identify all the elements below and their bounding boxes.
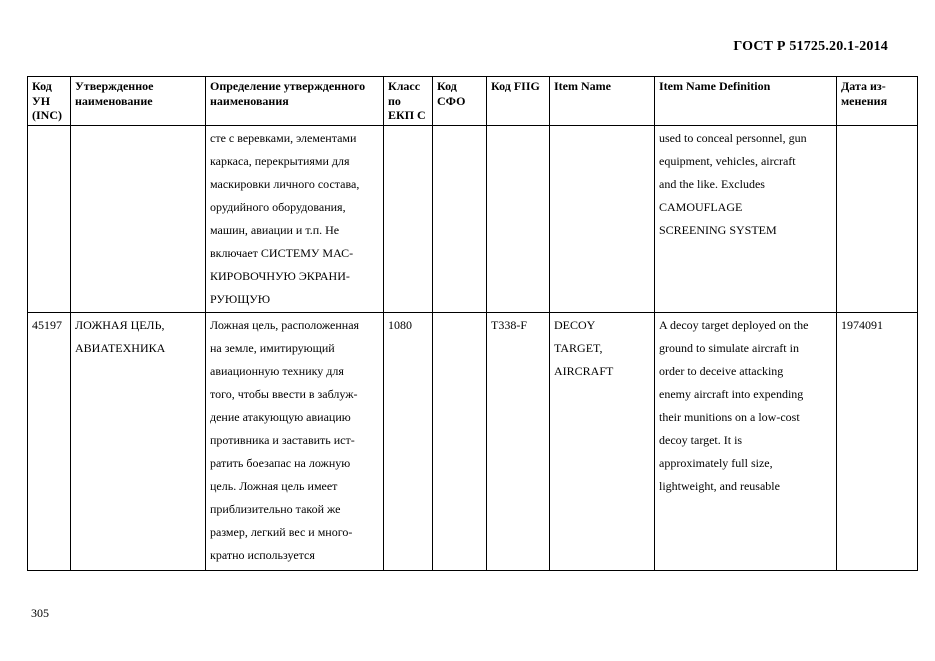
col-header-item-name: Item Name xyxy=(550,77,655,126)
col-header-fiig-code: Код FIIG xyxy=(487,77,550,126)
cell-sfo-code xyxy=(433,125,487,312)
cell-inc xyxy=(28,125,71,312)
document-code: ГОСТ Р 51725.20.1-2014 xyxy=(733,39,888,54)
cell-definition: Ложная цель, расположенная на земле, имитирующий авиационную технику для того, чтобы ввести в заблуж- дение атакующую авиацию противника и заставить ист- ратить боезапас на ложную цель. Ложная цель имеет приблизительно такой же размер, легкий вес и много- кратно используется xyxy=(206,312,384,570)
cell-class-ekps xyxy=(384,125,433,312)
cell-class-ekps: 1080 xyxy=(384,312,433,570)
cell-approved-name xyxy=(71,125,206,312)
cell-sfo-code xyxy=(433,312,487,570)
table-header-row xyxy=(28,77,918,126)
table-row xyxy=(28,312,918,570)
col-header-sfo-code: Код СФО xyxy=(433,77,487,126)
page-number: 305 xyxy=(31,606,49,620)
cell-inc: 45197 xyxy=(28,312,71,570)
cell-change-date xyxy=(837,125,918,312)
catalog-table xyxy=(27,76,918,571)
cell-fiig-code: T338-F xyxy=(487,312,550,570)
col-header-definition: Определение утвержденного наименования xyxy=(206,77,384,126)
col-header-item-name-definition: Item Name Definition xyxy=(655,77,837,126)
cell-change-date: 1974091 xyxy=(837,312,918,570)
cell-item-name xyxy=(550,125,655,312)
cell-item-name: DECOY TARGET, AIRCRAFT xyxy=(550,312,655,570)
cell-definition: сте с веревками, элементами каркаса, перекрытиями для маскировки личного состава, орудийного оборудования, машин, авиации и т.п. Не включает СИСТЕМУ МАС- КИРОВОЧНУЮ ЭКРАНИ- РУЮЩУЮ xyxy=(206,125,384,312)
cell-item-name-definition: used to conceal personnel, gun equipment, vehicles, aircraft and the like. Excludes CAMOUFLAGE SCREENING SYSTEM xyxy=(655,125,837,312)
col-header-inc: Код УН (INC) xyxy=(28,77,71,126)
col-header-approved-name: Утвержденное наименование xyxy=(71,77,206,126)
cell-item-name-definition: A decoy target deployed on the ground to simulate aircraft in order to deceive attacking enemy aircraft into expending their munitions on a low-cost decoy target. It is approximately full size, lightweight, and reusable xyxy=(655,312,837,570)
cell-approved-name: ЛОЖНАЯ ЦЕЛЬ, АВИАТЕХНИКА xyxy=(71,312,206,570)
table-row xyxy=(28,125,918,312)
col-header-class-ekps: Класс по ЕКП С xyxy=(384,77,433,126)
col-header-change-date: Дата из- менения xyxy=(837,77,918,126)
cell-fiig-code xyxy=(487,125,550,312)
